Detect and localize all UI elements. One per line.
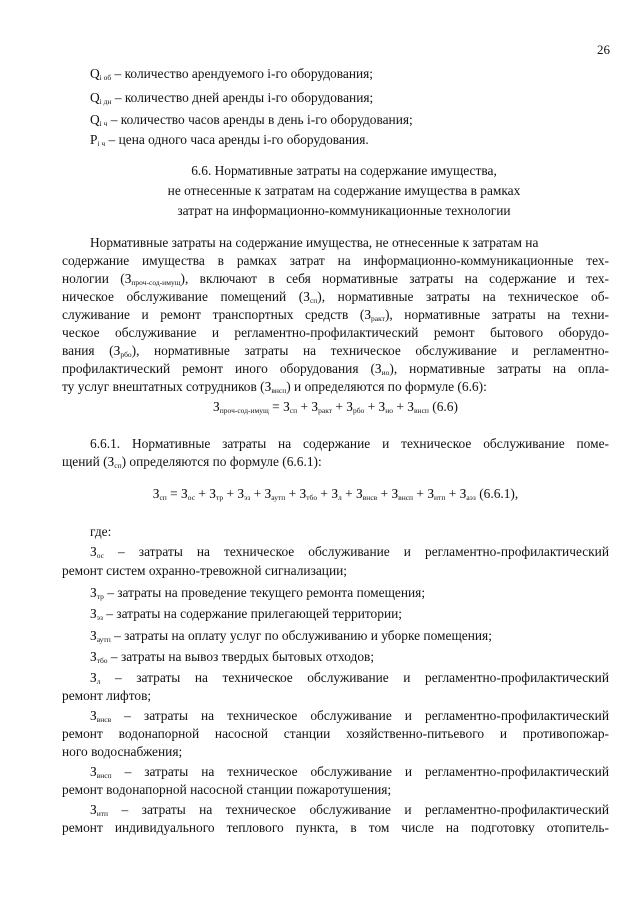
formula-6-6-1: $З_{сп} = З_{ос} + З_{тр} + З_{эз} + З_{аутп} + З_{тбо} + З_л + З_{внсв} + З_{внсп} + З_{итп} + З_{аэз}$ (6.6.1),: [152, 486, 519, 502]
definition-line: $З_{эз}$ – затраты на содержание прилегающей территории;: [90, 606, 402, 622]
definition-line: $З_{ос}$ – затраты на техническое обслуживание и регламентно-профилактический: [90, 544, 609, 560]
definition-line: ного водоснабжения;: [62, 744, 183, 759]
paragraph-line: содержание имущества в рамках затрат на информационно-коммуникационные тех-: [62, 253, 609, 268]
list-item: $P_{i ч}$ – цена одного часа аренды i-го оборудования.: [90, 132, 369, 148]
definition-line: ремонт индивидуального теплового пункта, в том числе на подготовку отопитель-: [62, 820, 609, 835]
paragraph-line: вания $(З_{рбо})$, нормативные затраты на техническое обслуживание и регламентно-: [62, 343, 609, 359]
page-number: 26: [597, 42, 610, 57]
where-label: где:: [90, 524, 112, 539]
section-title-line: 6.6. Нормативные затраты на содержание имущества,: [191, 163, 497, 178]
section-title-line: затрат на информационно-коммуникационные технологии: [177, 203, 511, 218]
paragraph-line: служивание и ремонт транспортных средств $(З_{ракт})$, нормативные затраты на техни-: [62, 307, 610, 323]
paragraph-line: ническое обслуживание помещений $(З_{сп})$, нормативные затраты на техническое об-: [62, 289, 609, 305]
list-item: $Q_{i об}$ – количество арендуемого i-го оборудования;: [90, 66, 374, 82]
definition-line: $З_л$ – затраты на техническое обслуживание и регламентно-профилактический: [90, 670, 609, 686]
paragraph-line: ческое обслуживание и регламентно-профилактический ремонт бытового оборудо-: [62, 325, 609, 340]
definition-line: ремонт систем охранно-тревожной сигнализации;: [62, 563, 348, 578]
definition-line: $З_{внсп}$ – затраты на техническое обслуживание и регламентно-профилактический: [90, 764, 609, 780]
definition-line: $З_{тр}$ – затраты на проведение текущего ремонта помещения;: [90, 585, 426, 601]
list-item: $Q_{i ч}$ – количество часов аренды в день i-го оборудования;: [90, 112, 413, 128]
definition-line: ремонт водонапорной насосной станции пожаротушения;: [62, 782, 392, 797]
definition-line: ремонт водонапорной насосной станции хозяйственно-питьевого и противопожар-: [62, 726, 609, 741]
paragraph-line: ту услуг внештатных сотрудников $(З_{внсп})$ и определяются по формуле (6.6):: [62, 379, 487, 395]
definition-line: $З_{аутп}$ – затраты на оплату услуг по обслуживанию и уборке помещения;: [90, 628, 492, 644]
definition-line: $З_{итп}$ – затраты на техническое обслуживание и регламентно-профилактический: [90, 802, 609, 818]
formula-6-6: $З_{проч-сод-имущ} = З_{сп} + З_{ракт} + З_{рбо} + З_{ио} + З_{внсп}$ (6.6): [213, 399, 458, 415]
list-item: $Q_{i дн}$ – количество дней аренды i-го оборудования;: [90, 90, 374, 106]
paragraph-line: щений $(З_{сп})$ определяются по формуле (6.6.1):: [62, 454, 322, 470]
paragraph-line: нологии $(З_{проч-сод-имущ})$, включают в себя нормативные затраты на содержание и тех-: [62, 271, 609, 287]
paragraph-line: профилактический ремонт иного оборудования $(З_{ио})$, нормативные затраты на опла-: [62, 361, 609, 377]
definition-line: $З_{внсв}$ – затраты на техническое обслуживание и регламентно-профилактический: [90, 708, 609, 724]
definition-line: $З_{тбо}$ – затраты на вывоз твердых бытовых отходов;: [90, 649, 375, 665]
definition-line: ремонт лифтов;: [62, 688, 152, 703]
paragraph-line: Нормативные затраты на содержание имущества, не отнесенные к затратам на: [90, 235, 539, 250]
paragraph-line: 6.6.1. Нормативные затраты на содержание и техническое обслуживание поме-: [90, 436, 609, 451]
section-title-line: не отнесенные к затратам на содержание имущества в рамках: [167, 183, 521, 198]
